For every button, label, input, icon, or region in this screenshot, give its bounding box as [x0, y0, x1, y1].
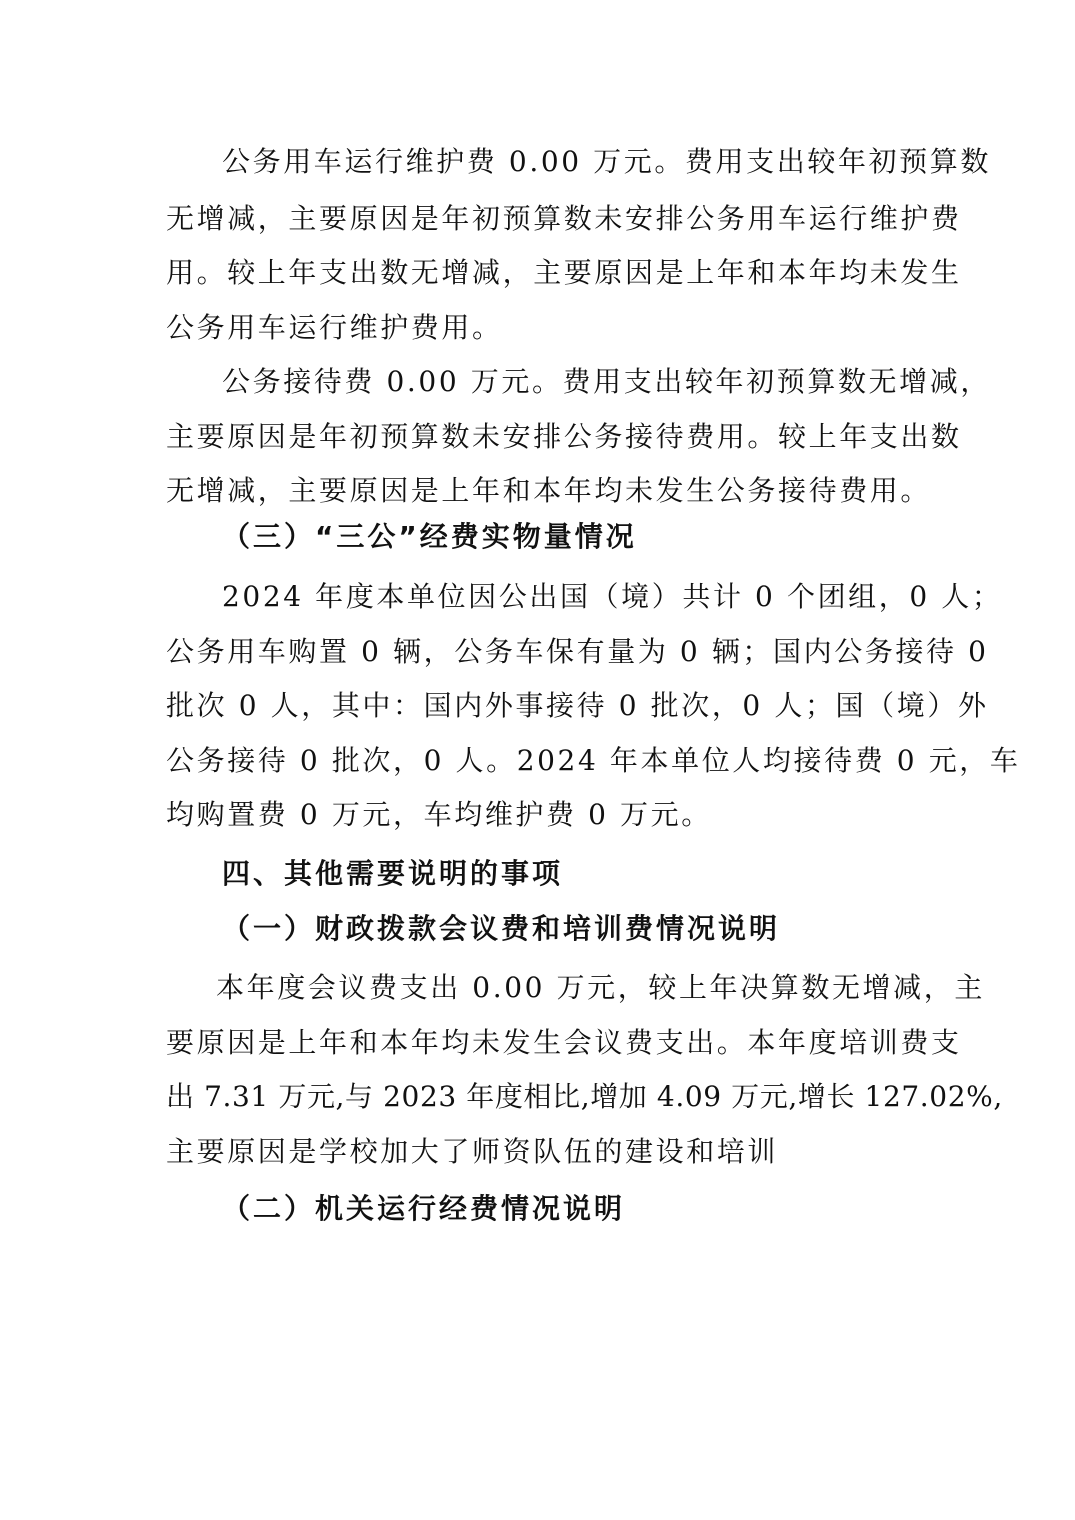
- paragraph-line: 公务用车运行维护费用。: [166, 311, 503, 344]
- paragraph-line: 批次 0 人，其中：国内外事接待 0 批次，0 人；国（境）外: [166, 689, 989, 722]
- paragraph-line: 无增减，主要原因是年初预算数未安排公务用车运行维护费: [166, 202, 962, 235]
- section-subheading: （二）机关运行经费情况说明: [222, 1192, 626, 1225]
- paragraph-line: 要原因是上年和本年均未发生会议费支出。本年度培训费支: [166, 1026, 962, 1059]
- paragraph-line: 公务用车运行维护费 0.00 万元。费用支出较年初预算数: [222, 145, 991, 178]
- paragraph-line: 主要原因是学校加大了师资队伍的建设和培训: [166, 1135, 779, 1168]
- paragraph-line: 用。较上年支出数无增减，主要原因是上年和本年均未发生: [166, 256, 962, 289]
- paragraph-line: 公务用车购置 0 辆，公务车保有量为 0 辆；国内公务接待 0: [166, 635, 989, 668]
- section-subheading: （一）财政拨款会议费和培训费情况说明: [222, 912, 781, 945]
- section-heading: 四、其他需要说明的事项: [222, 857, 564, 890]
- paragraph-line: 公务接待 0 批次，0 人。2024 年本单位人均接待费 0 元，车: [166, 744, 1021, 777]
- paragraph-line: 本年度会议费支出 0.00 万元，较上年决算数无增减，主: [216, 971, 985, 1004]
- paragraph-line: 公务接待费 0.00 万元。费用支出较年初预算数无增减，: [222, 365, 991, 398]
- paragraph-line: 无增减，主要原因是上年和本年均未发生公务接待费用。: [166, 474, 932, 507]
- paragraph-line: 均购置费 0 万元，车均维护费 0 万元。: [166, 798, 712, 831]
- paragraph-line: 主要原因是年初预算数未安排公务接待费用。较上年支出数: [166, 420, 962, 453]
- paragraph-line: 出 7.31 万元,与 2023 年度相比,增加 4.09 万元,增长 127.02%,: [166, 1080, 1003, 1113]
- section-subheading: （三）“三公”经费实物量情况: [222, 520, 637, 553]
- paragraph-line: 2024 年度本单位因公出国（境）共计 0 个团组，0 人；: [222, 580, 1003, 613]
